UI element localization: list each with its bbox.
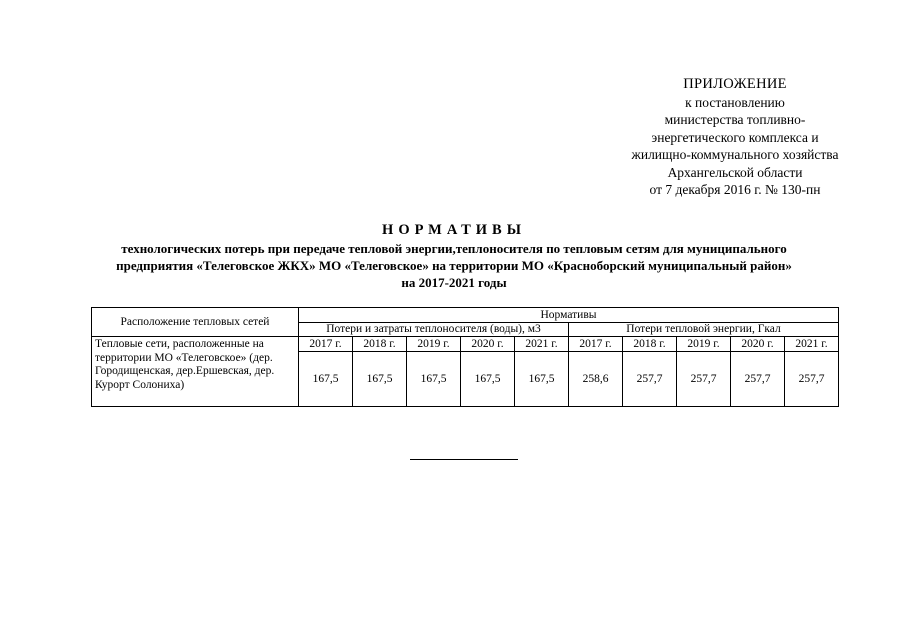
norms-header: Нормативы (299, 308, 839, 323)
water-losses-header: Потери и затраты теплоносителя (воды), м3 (299, 323, 569, 337)
value-cell: 257,7 (623, 352, 677, 407)
location-header: Расположение тепловых сетей (92, 308, 299, 337)
year-header: 2020 г. (461, 337, 515, 352)
norms-table (91, 307, 839, 407)
value-cell: 257,7 (677, 352, 731, 407)
separator-line (410, 459, 518, 460)
appendix-line: энергетического комплекса и (651, 129, 819, 145)
appendix-line: к постановлению (685, 94, 785, 110)
title-line: на 2017-2021 годы (401, 275, 507, 290)
year-header: 2021 г. (785, 337, 839, 352)
value-cell: 257,7 (731, 352, 785, 407)
year-header: 2019 г. (677, 337, 731, 352)
appendix-line: министерства топливно- (664, 112, 806, 127)
year-header: 2018 г. (353, 337, 407, 352)
title-heading: НОРМАТИВЫ (382, 222, 526, 238)
appendix-line: Архангельской области (667, 164, 803, 180)
year-header: 2020 г. (731, 337, 785, 352)
title-line: предприятия «Телеговское ЖКХ» МО «Телеговское» на территории МО «Красноборский муниципальный район» (116, 258, 792, 273)
value-cell: 258,6 (569, 352, 623, 407)
document-title (40, 221, 868, 291)
year-header: 2017 г. (299, 337, 353, 352)
appendix-line: жилищно-коммунального хозяйства (631, 147, 839, 162)
year-header: 2021 г. (515, 337, 569, 352)
value-cell: 257,7 (785, 352, 839, 407)
value-cell: 167,5 (461, 352, 515, 407)
year-header: 2017 г. (569, 337, 623, 352)
location-description: Тепловые сети, расположенные на территории МО «Телеговское» (дер. Городищенская, дер.Ершевская, дер. Курорт Солониха) (92, 337, 299, 407)
value-cell: 167,5 (407, 352, 461, 407)
heat-losses-header: Потери тепловой энергии, Гкал (569, 323, 839, 337)
year-header: 2018 г. (623, 337, 677, 352)
value-cell: 167,5 (353, 352, 407, 407)
value-cell: 167,5 (299, 352, 353, 407)
title-line: технологических потерь при передаче тепловой энергии,теплоносителя по тепловым сетям для муниципального (121, 241, 787, 256)
year-header: 2019 г. (407, 337, 461, 352)
appendix-line: от 7 декабря 2016 г. № 130-пн (649, 182, 821, 197)
appendix-heading: ПРИЛОЖЕНИЕ (683, 76, 787, 92)
value-cell: 167,5 (515, 352, 569, 407)
appendix-block (600, 76, 870, 199)
